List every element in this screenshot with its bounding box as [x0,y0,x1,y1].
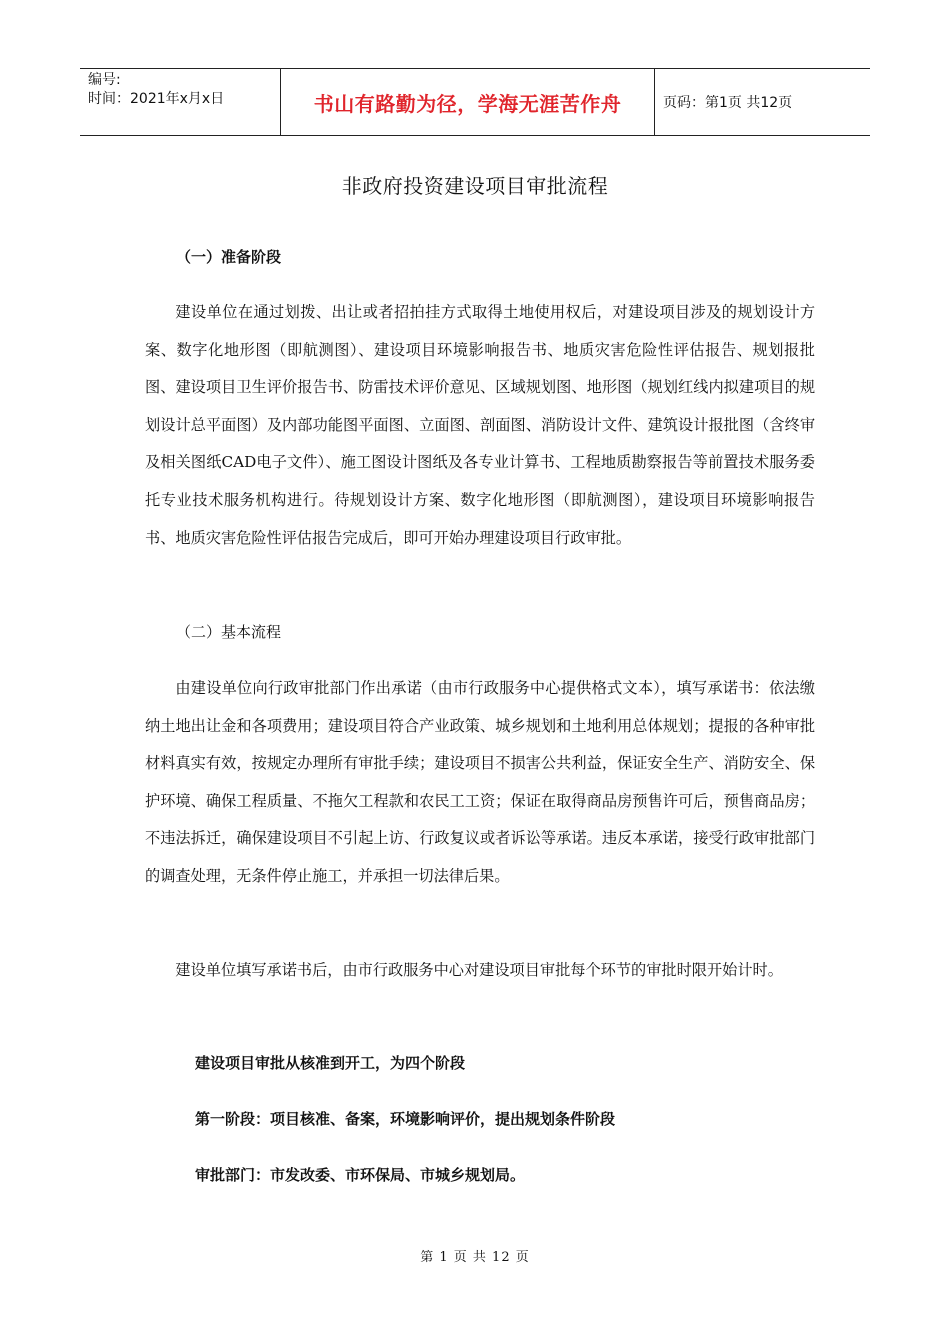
header-page-cell [655,69,870,135]
section2-paragraph-1: 由建设单位向行政审批部门作出承诺（由市行政服务中心提供格式文本），填写承诺书：依法缴纳土地出让金和各项费用；建设项目符合产业政策、城乡规划和土地利用总体规划；提报的各种审批材料真实有效，按规定办理所有审批手续；建设项目不损害公共利益，保证安全生产、消防安全、保护环境、确保工程质量、不拖欠工程款和农民工工资；保证在取得商品房预售许可后，预售商品房；不违法拆迁，确保建设项目不引起上访、行政复议或者诉讼等承诺。违反本承诺，接受行政审批部门的调查处理，无条件停止施工，并承担一切法律后果。 [145,679,815,885]
departments-line: 审批部门：市发改委、市环保局、市城乡规划局。 [195,1166,526,1184]
section2-paragraph-2: 建设单位填写承诺书后，由市行政服务中心对建设项目审批每个环节的审批时限开始计时。 [175,961,783,979]
stages-heading: 建设项目审批从核准到开工，为四个阶段 [195,1054,466,1072]
section2-heading: （二）基本流程 [176,623,282,641]
header-motto-cell [281,69,655,135]
stage1-heading: 第一阶段：项目核准、备案，环境影响评价，提出规划条件阶段 [195,1110,616,1128]
document-header [80,68,870,136]
motto-text: 书山有路勤为径，学海无涯苦作舟 [313,91,622,116]
section1-heading: （一）准备阶段 [176,248,282,266]
page-footer: 第 1 页 共 12 页 [420,1250,530,1265]
number-label: 编号: [88,72,121,88]
header-meta-cell [80,69,281,135]
document-title: 非政府投资建设项目审批流程 [341,174,609,198]
page-info: 页码：第1页 共12页 [663,95,793,111]
time-label: 时间：2021年x月x日 [88,91,225,107]
section1-paragraph: 建设单位在通过划拨、出让或者招拍挂方式取得土地使用权后，对建设项目涉及的规划设计方案、数字化地形图（即航测图）、建设项目环境影响报告书、地质灾害危险性评估报告、规划报批图、建设项目卫生评价报告书、防雷技术评价意见、区域规划图、地形图（规划红线内拟建项目的规划设计总平面图）及内部功能图平面图、立面图、剖面图、消防设计文件、建筑设计报批图（含终审及相关图纸CAD电子文件）、施工图设计图纸及各专业计算书、工程地质勘察报告等前置技术服务委托专业技术服务机构进行。待规划设计方案、数字化地形图（即航测图），建设项目环境影响报告书、地质灾害危险性评估报告完成后，即可开始办理建设项目行政审批。 [145,303,815,547]
